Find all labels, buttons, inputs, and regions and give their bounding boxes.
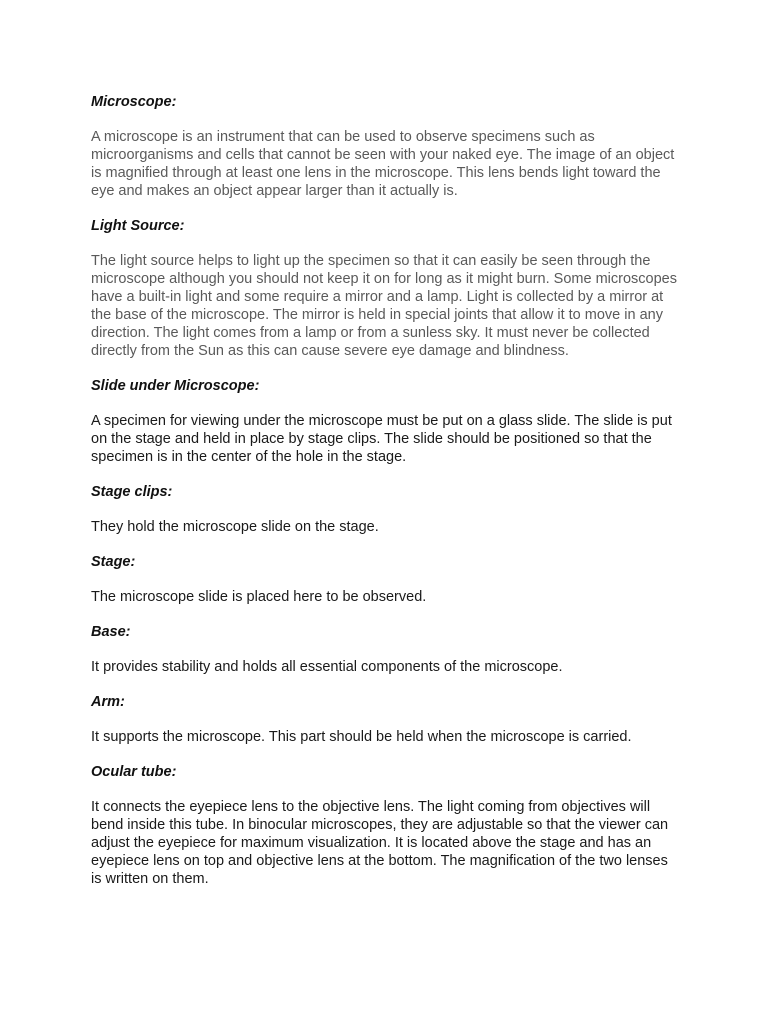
document-page	[91, 93, 681, 888]
section-heading-base: Base:	[91, 624, 131, 640]
section-text-light-source: The light source helps to light up the specimen so that it can easily be seen through the microscope although you should not keep it on for long as it might burn. Some microscopes have a built-in light and some require a mirror and a lamp. Light is collected by a mirror at the base of the microscope. The mirror is held in special joints that allow it to move in any direction. The light comes from a lamp or from a sunless sky. It must never be collected directly from the Sun as this can cause severe eye damage and blindness.	[91, 253, 677, 359]
section-heading-microscope: Microscope:	[91, 94, 177, 110]
section-text-stage-clips: They hold the microscope slide on the stage.	[91, 519, 379, 535]
section-heading-stage-clips: Stage clips:	[91, 484, 173, 500]
section-heading-slide: Slide under Microscope:	[91, 378, 260, 394]
section-heading-ocular-tube: Ocular tube:	[91, 764, 177, 780]
section-text-ocular-tube: It connects the eyepiece lens to the objective lens. The light coming from objectives will bend inside this tube. In binocular microscopes, they are adjustable so that the viewer can adjust the eyepiece for maximum visualization. It is located above the stage and has an eyepiece lens on top and objective lens at the bottom. The magnification of the two lenses is written on them.	[91, 799, 669, 887]
section-text-microscope: A microscope is an instrument that can be used to observe specimens such as microorganisms and cells that cannot be seen with your naked eye. The image of an object is magnified through at least one lens in the microscope. This lens bends light toward the eye and makes an object appear larger than it actually is.	[91, 129, 675, 199]
section-text-stage: The microscope slide is placed here to be observed.	[91, 589, 427, 605]
section-text-arm: It supports the microscope. This part should be held when the microscope is carried.	[91, 729, 632, 745]
section-text-base: It provides stability and holds all essential components of the microscope.	[91, 659, 563, 675]
section-heading-stage: Stage:	[91, 554, 136, 570]
section-heading-light-source: Light Source:	[91, 218, 185, 234]
section-text-slide: A specimen for viewing under the microscope must be put on a glass slide. The slide is put on the stage and held in place by stage clips. The slide should be positioned so that the specimen is in the center of the hole in the stage.	[91, 413, 672, 465]
section-heading-arm: Arm:	[91, 694, 125, 710]
